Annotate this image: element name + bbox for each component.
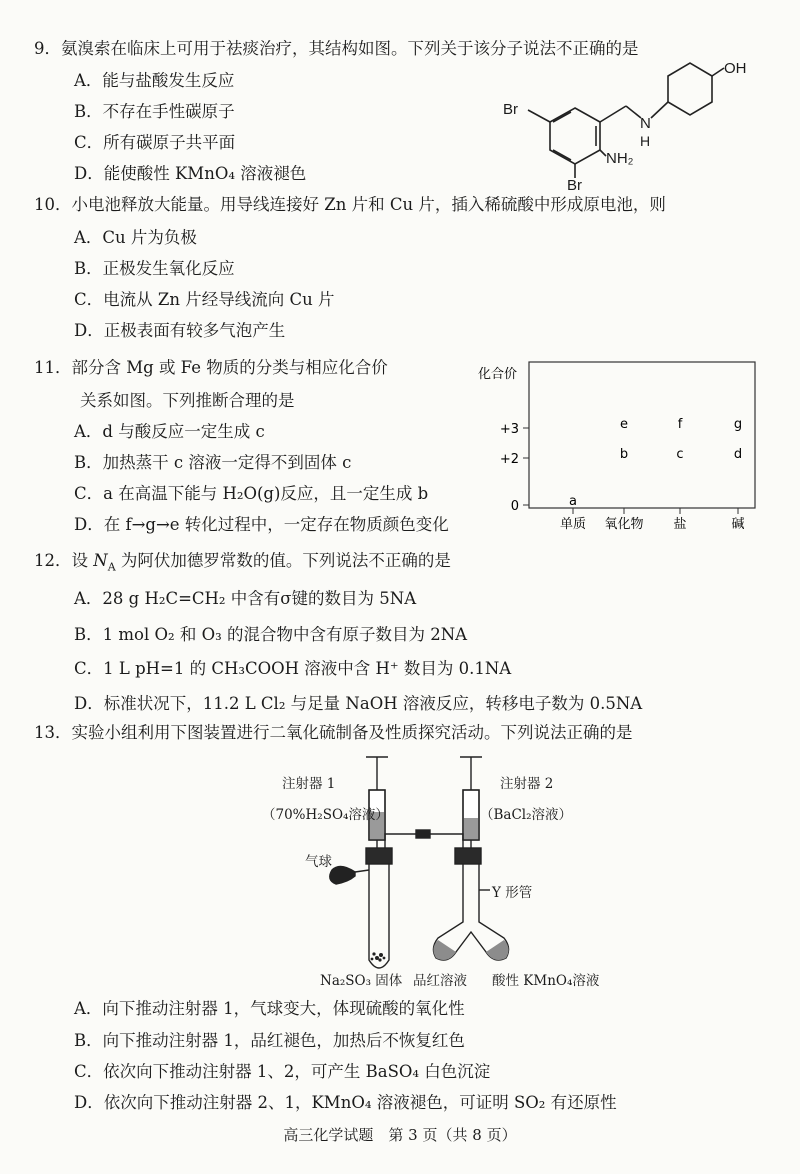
point-f: f xyxy=(677,417,683,432)
solid-label: Na₂SO₃ 固体 xyxy=(320,973,403,989)
br-bottom-label: Br xyxy=(567,177,582,194)
q9-option-d: D．能使酸性 KMnO₄ 溶液褪色 xyxy=(74,164,307,183)
q13-option-a: A．向下推动注射器 1，气球变大，体现硫酸的氧化性 xyxy=(74,999,465,1018)
chart-ylabel: 化合价 xyxy=(478,367,518,382)
balloon-label: 气球 xyxy=(305,854,332,870)
nh-n-label: N xyxy=(640,115,651,132)
point-e: e xyxy=(620,417,628,432)
point-d: d xyxy=(733,447,743,462)
q12-option-c: C．1 L pH=1 的 CH₃COOH 溶液中含 H⁺ 数目为 0.1NA xyxy=(74,659,512,678)
q12-option-a: A．28 g H₂C=CH₂ 中含有σ键的数目为 5NA xyxy=(74,589,417,608)
q12-option-b: B．1 mol O₂ 和 O₃ 的混合物中含有原子数目为 2NA xyxy=(74,625,468,644)
left-liquid-label: 品红溶液 xyxy=(413,973,467,989)
point-c: c xyxy=(676,447,684,462)
q11-option-c: C．a 在高温下能与 H₂O(g)反应，且一定生成 b xyxy=(74,484,429,503)
x-tick-label: 单质 xyxy=(559,517,587,532)
syringe1-content: （70%H₂SO₄溶液） xyxy=(262,807,389,823)
y-tick-label: +2 xyxy=(499,452,519,467)
q12-stem: 12．设 $N_A$ 为阿伏加德罗常数的值。下列说法不正确的是 xyxy=(34,551,451,574)
x-tick-label: 碱 xyxy=(731,517,745,532)
q13-option-c: C．依次向下推动注射器 1、2，可产生 BaSO₄ 白色沉淀 xyxy=(74,1062,491,1081)
right-liquid-label: 酸性 KMnO₄溶液 xyxy=(492,973,600,989)
q10-option-a: A．Cu 片为负极 xyxy=(74,228,197,247)
oh-label: OH xyxy=(724,60,747,77)
q11-stem-line1: 11．部分含 Mg 或 Fe 物质的分类与相应化合价 xyxy=(34,358,388,377)
q10-stem: 10．小电池释放大能量。用导线连接好 Zn 片和 Cu 片，插入稀硫酸中形成原电池，则 xyxy=(34,195,666,214)
syringe1-label: 注射器 1 xyxy=(282,776,336,792)
q10-option-b: B．正极发生氧化反应 xyxy=(74,259,235,278)
point-g: g xyxy=(733,417,743,432)
q11-option-a: A．d 与酸反应一定生成 c xyxy=(74,422,265,441)
x-tick-label: 氧化物 xyxy=(604,517,644,532)
q9-stem: 9．氨溴索在临床上可用于祛痰治疗，其结构如图。下列关于该分子说法不正确的是 xyxy=(34,39,639,58)
q11-option-b: B．加热蒸干 c 溶液一定得不到固体 c xyxy=(74,453,352,472)
q13-option-b: B．向下推动注射器 1，品红褪色，加热后不恢复红色 xyxy=(74,1031,465,1050)
q10-option-c: C．电流从 Zn 片经导线流向 Cu 片 xyxy=(74,290,335,309)
q9-option-a: A．能与盐酸发生反应 xyxy=(74,71,235,90)
syringe2-content: （BaCl₂溶液） xyxy=(480,807,573,823)
br-top-label: Br xyxy=(503,101,518,118)
q11-stem-line2: 关系如图。下列推断合理的是 xyxy=(80,391,295,410)
nh2-label: NH₂ xyxy=(606,150,634,167)
q13-stem: 13．实验小组利用下图装置进行二氧化硫制备及性质探究活动。下列说法正确的是 xyxy=(34,723,633,742)
point-a: a xyxy=(569,494,577,509)
page-footer: 高三化学试题 第 3 页（共 8 页） xyxy=(283,1126,517,1144)
ytube-label: Y 形管 xyxy=(492,885,533,901)
q10-option-d: D．正极表面有较多气泡产生 xyxy=(74,321,286,340)
y-tick-label: 0 xyxy=(510,499,519,514)
q9-option-c: C．所有碳原子共平面 xyxy=(74,133,236,152)
q13-option-d: D．依次向下推动注射器 2、1，KMnO₄ 溶液褪色，可证明 SO₂ 有还原性 xyxy=(74,1093,617,1112)
x-tick-label: 盐 xyxy=(673,517,687,532)
y-tick-label: +3 xyxy=(499,422,519,437)
q12-option-d: D．标准状况下，11.2 L Cl₂ 与足量 NaOH 溶液反应，转移电子数为 0.5NA xyxy=(74,694,643,713)
q9-option-b: B．不存在手性碳原子 xyxy=(74,102,235,121)
q11-option-d: D．在 f→g→e 转化过程中，一定存在物质颜色变化 xyxy=(74,515,449,534)
syringe2-label: 注射器 2 xyxy=(500,776,554,792)
nh-h-label: H xyxy=(640,133,651,149)
point-b: b xyxy=(619,447,629,462)
